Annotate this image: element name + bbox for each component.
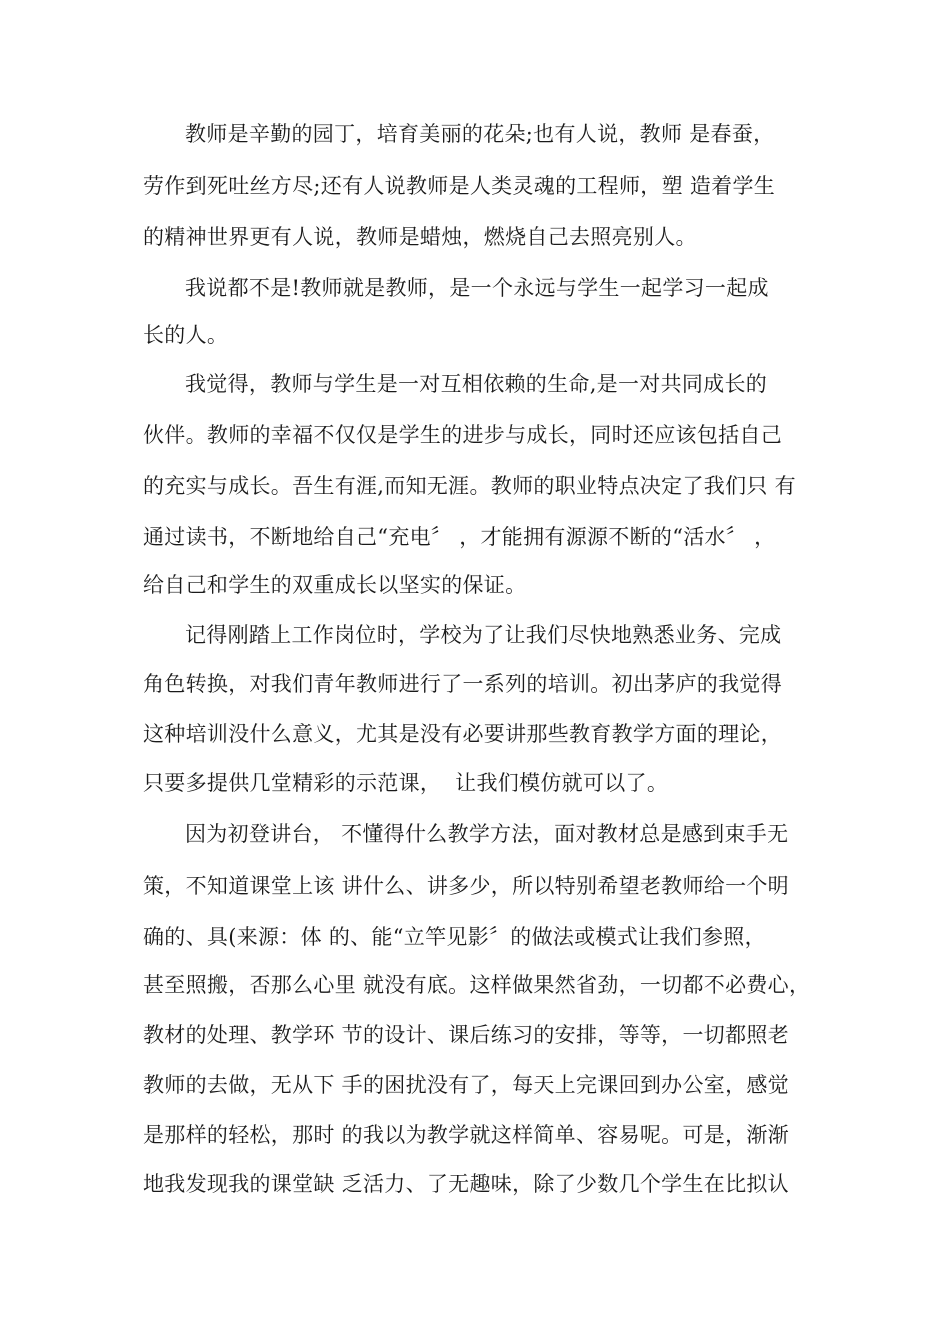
paragraph-line: 策，不知道课堂上该 讲什么、讲多少，所以特别希望老教师给一个明 <box>143 874 789 898</box>
paragraph-line: 我觉得，教师与学生是一对互相依赖的生命,是一对共同成长的 <box>185 372 768 396</box>
paragraph-line: 通过读书，不断地给自己“充电〞 ，才能拥有源源不断的“活水〞 ， <box>143 525 776 549</box>
paragraph-line: 角色转换，对我们青年教师进行了一系列的培训。初出茅庐的我觉得 <box>143 672 782 696</box>
paragraph-line: 是那样的轻松，那时 的我以为教学就这样简单、容易呢。可是，渐渐 <box>143 1123 789 1147</box>
paragraph-line: 的充实与成长。吾生有涯,而知无涯。教师的职业特点决定了我们只 有 <box>143 474 796 498</box>
paragraph-line: 记得刚踏上工作岗位时，学校为了让我们尽快地熟悉业务、完成 <box>185 623 782 647</box>
paragraph-line: 只要多提供几堂精彩的示范课， 让我们模仿就可以了。 <box>143 771 669 795</box>
paragraph-line: 这种培训没什么意义，尤其是没有必要讲那些教育教学方面的理论， <box>143 722 782 746</box>
paragraph-line: 教师是辛勤的园丁，培育美丽的花朵;也有人说，教师 是春蚕， <box>185 122 775 146</box>
paragraph-line: 给自己和学生的双重成长以坚实的保证。 <box>143 573 527 597</box>
paragraph-line: 我说都不是!教师就是教师，是一个永远与学生一起学习一起成 <box>185 276 769 300</box>
paragraph-line: 甚至照搬，否那么心里 就没有底。这样做果然省劲，一切都不必费心， <box>143 973 811 997</box>
paragraph-line: 伙伴。教师的幸福不仅仅是学生的进步与成长，同时还应该包括自己 <box>143 423 782 447</box>
paragraph-line: 因为初登讲台， 不懂得什么教学方法，面对教材总是感到束手无 <box>185 822 789 846</box>
paragraph-line: 教材的处理、教学环 节的设计、课后练习的安排，等等，一切都照老 <box>143 1023 789 1047</box>
paragraph-line: 的精神世界更有人说，教师是蜡烛，燃烧自己去照亮别人。 <box>143 225 697 249</box>
paragraph-line: 确的、具(来源：体 的、能“立竿见影〞的做法或模式让我们参照， <box>143 925 766 949</box>
paragraph-line: 长的人。 <box>143 323 229 347</box>
paragraph-line: 地我发现我的课堂缺 乏活力、了无趣味，除了少数几个学生在比拟认 <box>143 1172 789 1196</box>
paragraph-line: 教师的去做，无从下 手的困扰没有了，每天上完课回到办公室，感觉 <box>143 1073 789 1097</box>
paragraph-line: 劳作到死吐丝方尽;还有人说教师是人类灵魂的工程师，塑 造着学生 <box>143 174 776 198</box>
